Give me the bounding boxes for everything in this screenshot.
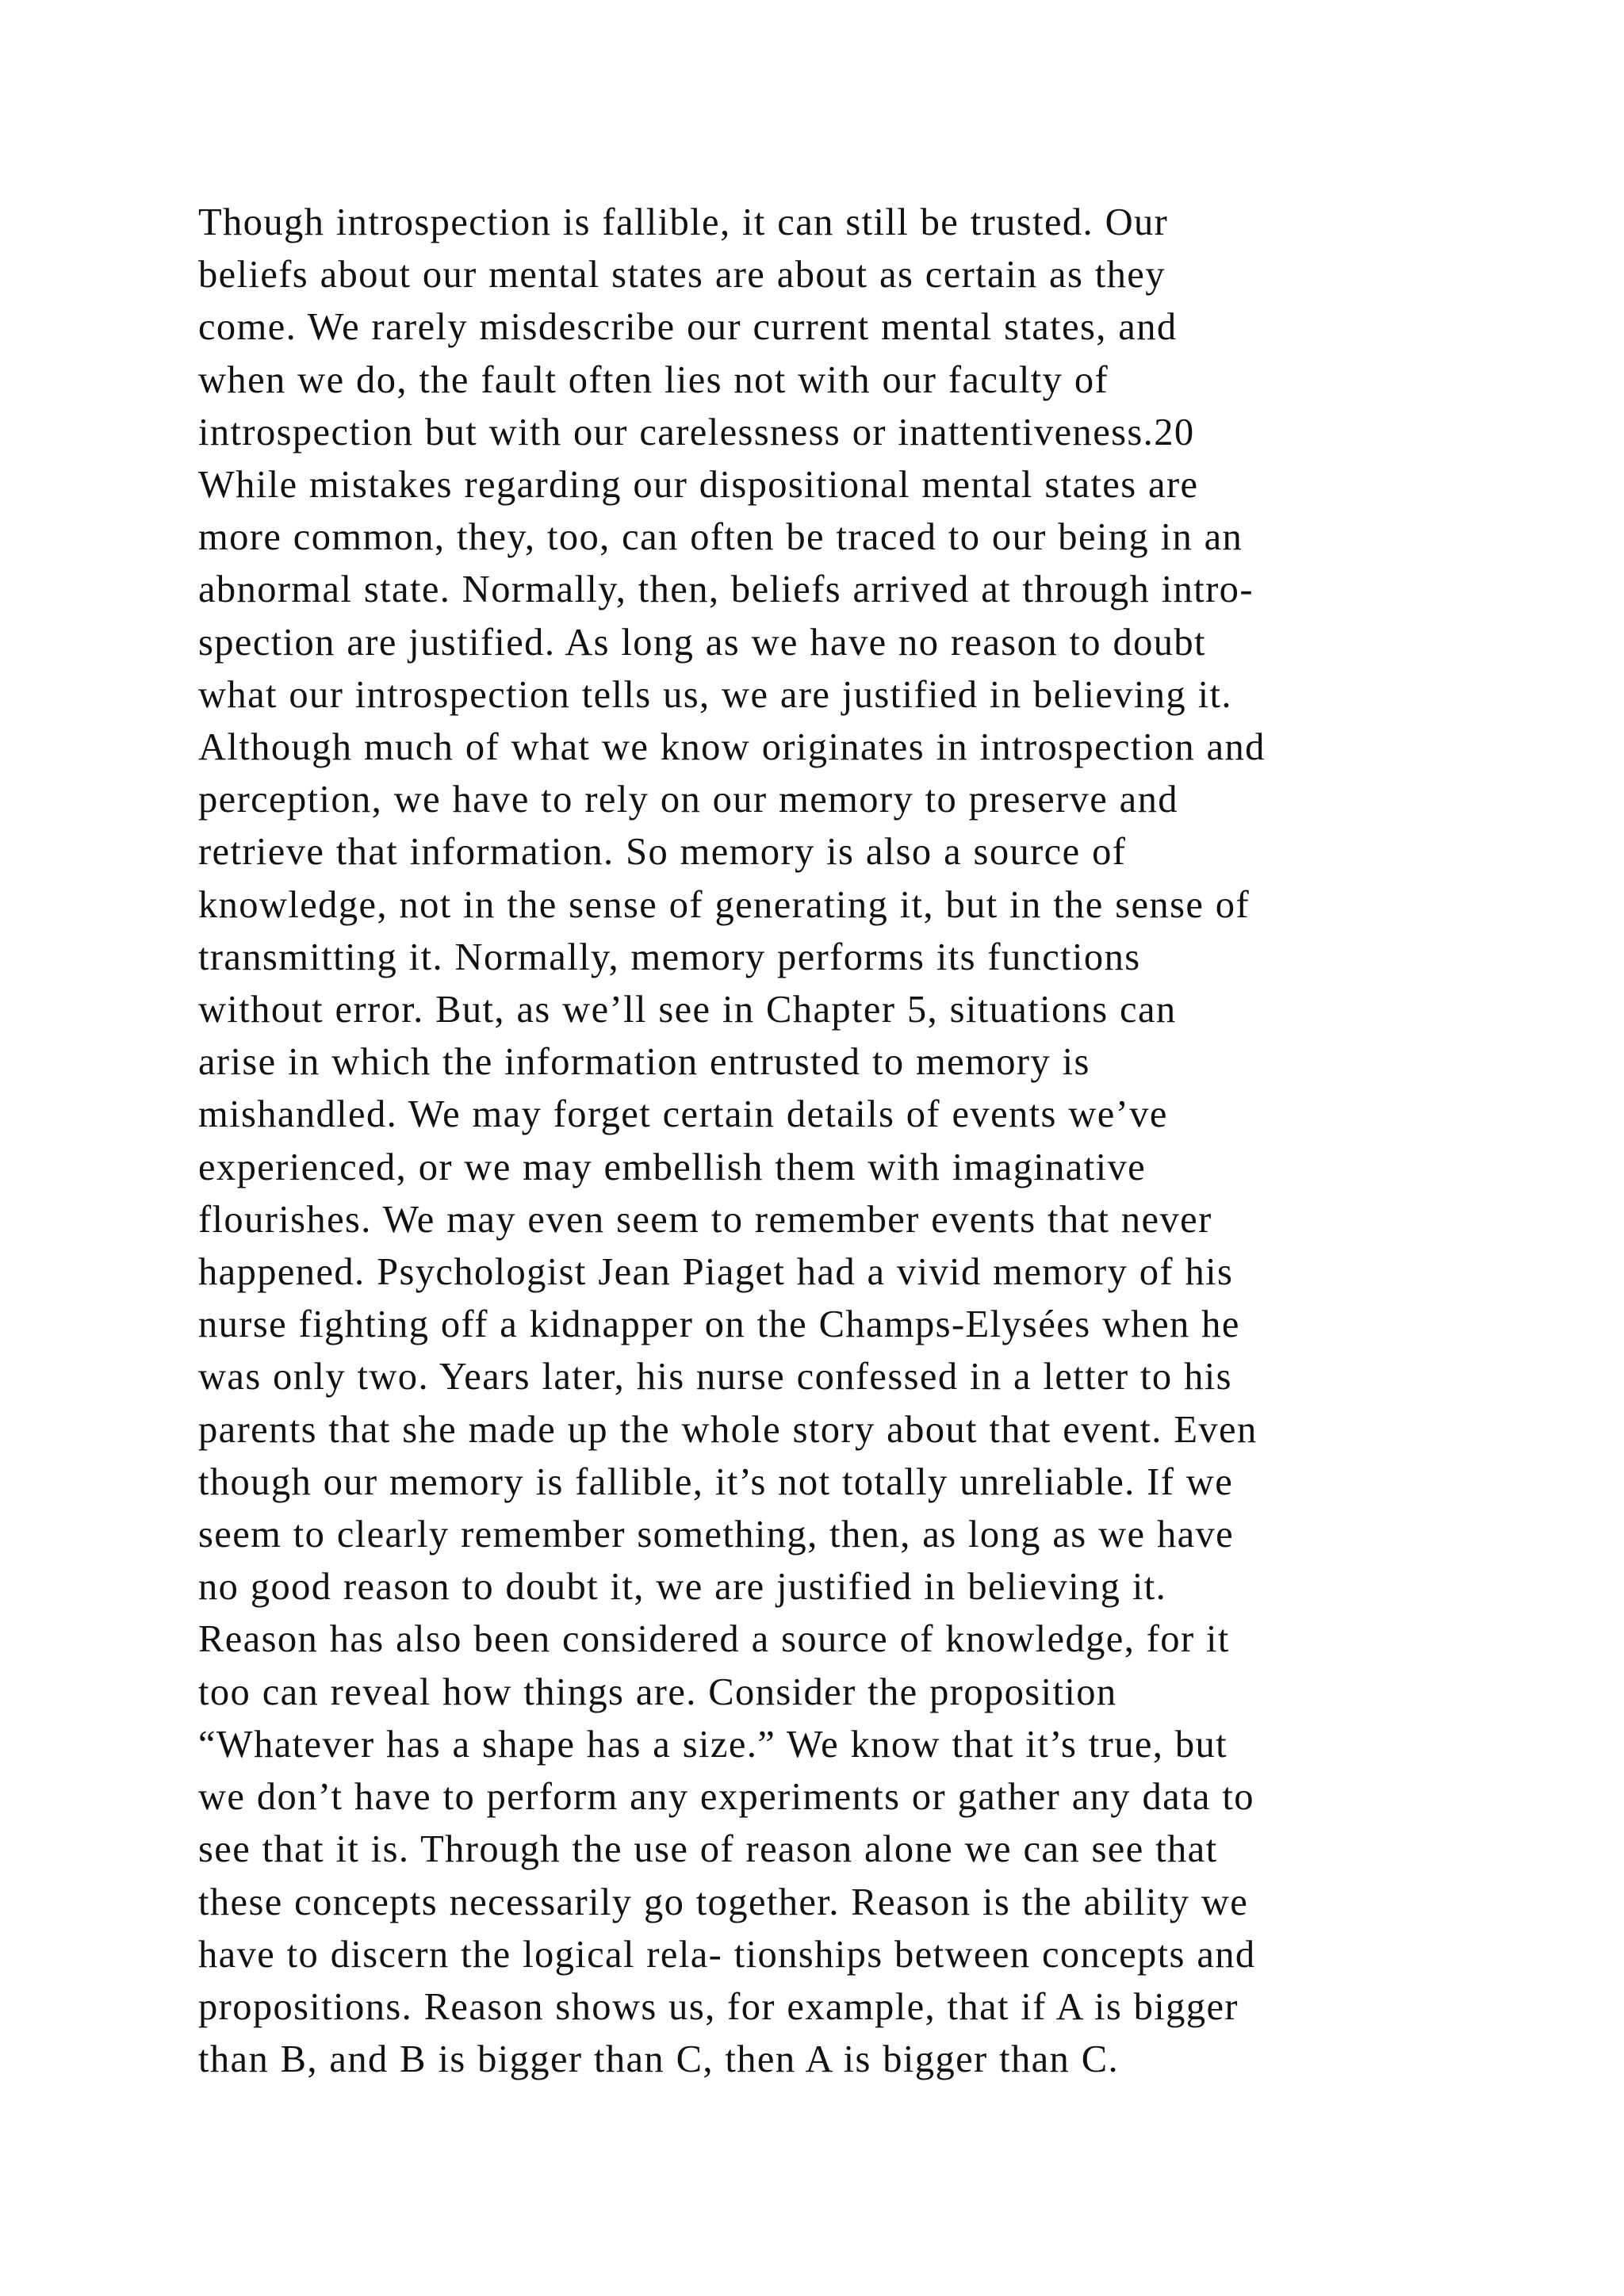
text-line: propositions. Reason shows us, for example, that if A is bigger [198,1985,1239,2028]
text-line: “Whatever has a shape has a size.” We know that it’s true, but [198,1723,1228,1766]
text-line: Reason has also been considered a source of knowledge, for it [198,1618,1230,1661]
text-line: arise in which the information entrusted to memory is [198,1041,1090,1084]
text-line: than B, and B is bigger than C, then A is bigger than C. [198,2038,1120,2081]
text-line: spection are justified. As long as we have no reason to doubt [198,621,1206,664]
text-line: more common, they, too, can often be traced to our being in an [198,516,1243,559]
text-line: perception, we have to rely on our memory to preserve and [198,779,1178,821]
text-line: Although much of what we know originates in introspection and [198,726,1266,769]
text-line: transmitting it. Normally, memory performs its functions [198,936,1141,978]
text-line: no good reason to doubt it, we are justified in believing it. [198,1566,1167,1609]
text-line: happened. Psychologist Jean Piaget had a vivid memory of his [198,1251,1234,1294]
text-line: nurse fighting off a kidnapper on the Champs-Elysées when he [198,1303,1240,1346]
text-line: parents that she made up the whole story about that event. Even [198,1408,1258,1451]
text-line: flourishes. We may even seem to remember events that never [198,1198,1212,1241]
text-line: While mistakes regarding our dispositional mental states are [198,464,1199,507]
body-text [198,197,1507,2086]
text-line: when we do, the fault often lies not with our faculty of [198,358,1109,401]
text-line: knowledge, not in the sense of generating it, but in the sense of [198,883,1250,926]
text-line: experienced, or we may embellish them with imaginative [198,1146,1147,1188]
text-line: without error. But, as we’ll see in Chapter 5, situations can [198,989,1177,1031]
text-line: beliefs about our mental states are about as certain as they [198,254,1166,297]
text-line: retrieve that information. So memory is also a source of [198,831,1127,874]
text-line: was only two. Years later, his nurse confessed in a letter to his [198,1356,1232,1399]
text-line: introspection but with our carelessness or inattentiveness.20 [198,411,1195,453]
text-line: come. We rarely misdescribe our current mental states, and [198,306,1178,349]
text-line: mishandled. We may forget certain details of events we’ve [198,1093,1168,1136]
text-line: though our memory is fallible, it’s not totally unreliable. If we [198,1460,1234,1503]
text-line: abnormal state. Normally, then, beliefs arrived at through intro- [198,568,1254,611]
text-line: have to discern the logical rela- tionships between concepts and [198,1933,1256,1976]
text-line: Though introspection is fallible, it can still be trusted. Our [198,201,1169,243]
text-line: too can reveal how things are. Consider the proposition [198,1670,1117,1713]
text-line: we don’t have to perform any experiments or gather any data to [198,1776,1254,1819]
text-line: see that it is. Through the use of reason alone we can see that [198,1828,1218,1871]
text-line: these concepts necessarily go together. Reason is the ability we [198,1881,1249,1923]
text-line: seem to clearly remember something, then, as long as we have [198,1513,1235,1556]
text-line: what our introspection tells us, we are justified in believing it. [198,673,1232,716]
